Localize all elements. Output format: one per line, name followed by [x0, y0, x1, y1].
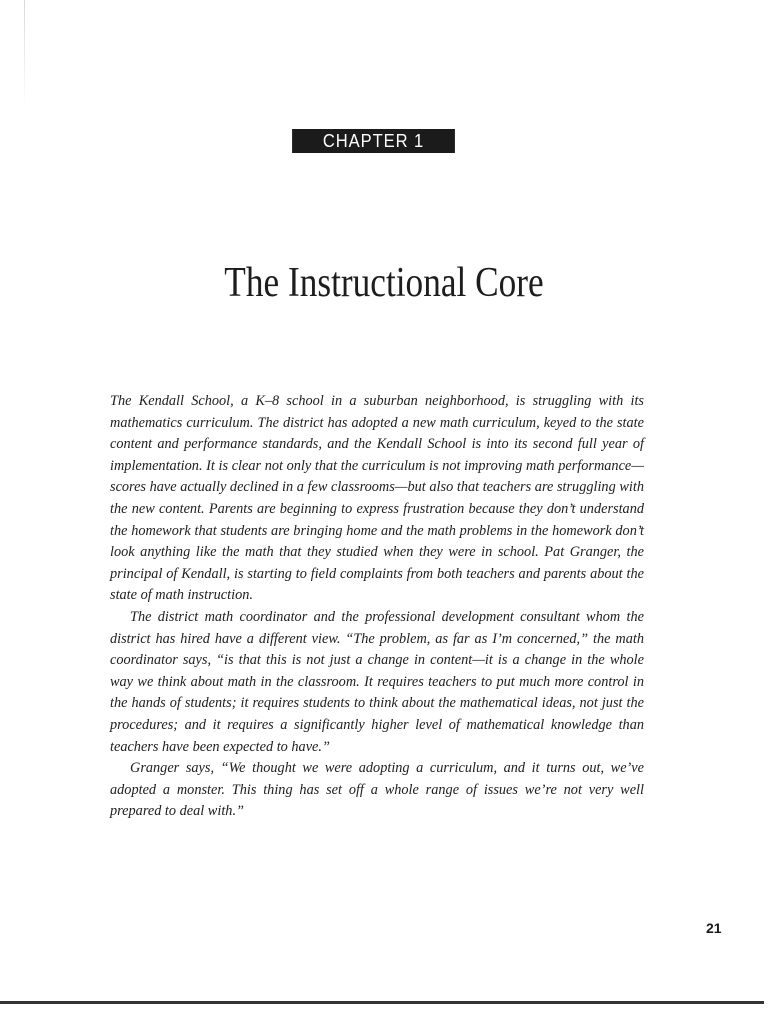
- page-number: 21: [706, 920, 722, 936]
- chapter-label: CHAPTER 1: [292, 129, 455, 153]
- scan-edge-mark: [24, 0, 25, 110]
- bottom-rule: [0, 1001, 764, 1004]
- body-text: [110, 391, 644, 823]
- paragraph-1: The Kendall School, a K–8 school in a suburban neighborhood, is struggling with its mathematics curriculum. The district has adopted a new math curriculum, keyed to the state content and performance standards, and the Kendall School is into its second full year of implementation. It is clear not only that the curriculum is not improving math performance—scores have actually declined in a few classrooms—but also that teachers are struggling with the new content. Parents are beginning to express frustration because they don’t understand the homework that students are bringing home and the math problems in the homework don’t look anything like the math that they studied when they were in school. Pat Granger, the principal of Kendall, is starting to field complaints from both teachers and parents about the state of math instruction.: [110, 393, 644, 604]
- chapter-title: The Instructional Core: [224, 260, 544, 306]
- paragraph-2: The district math coordinator and the professional development consultant whom the district has hired have a different view. “The problem, as far as I’m concerned,” the math coordinator says, “is that this is not just a change in content—it is a change in the whole way we think about math in the classroom. It requires teachers to put much more control in the hands of students; it requires students to think about the mathematical ideas, not just the procedures; and it requires a significantly higher level of mathematical knowledge than teachers have been expected to have.”: [110, 608, 644, 755]
- paragraph-3: Granger says, “We thought we were adopting a curriculum, and it turns out, we’ve adopted a monster. This thing has set off a whole range of issues we’re not very well prepared to deal with.”: [110, 760, 644, 820]
